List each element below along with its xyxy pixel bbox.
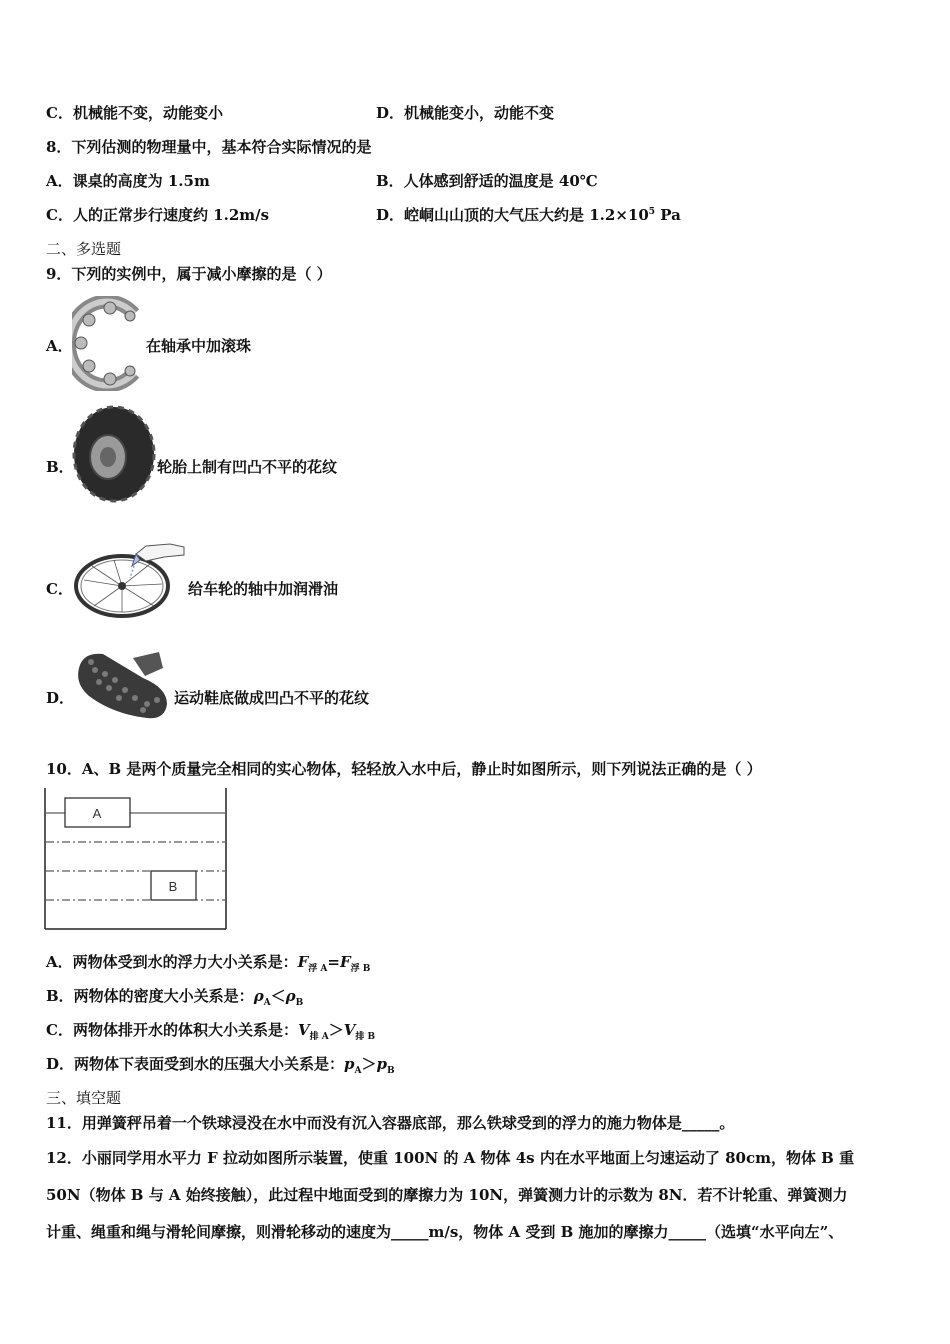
q8-option-d: D．崆峒山山顶的大气压大约是 $1.2\times 10^5$ Pa — [376, 206, 681, 224]
q9-option-c-text: 给车轮的轴中加润滑油 — [188, 580, 339, 598]
q7-option-d: D．机械能变小，动能不变 — [376, 104, 555, 122]
q8-option-b: B．人体感到舒适的温度是 40℃ — [376, 172, 598, 190]
q11-stem: 11．用弹簧秤吊着一个铁球浸没在水中而没有沉入容器底部，那么铁球受到的浮力的施力物体是_____。 — [46, 1114, 735, 1132]
q10-stem: 10．A、B 是两个质量完全相同的实心物体，轻轻放入水中后，静止时如图所示，则下列说法正确的是（ ） — [46, 760, 762, 778]
q9-option-c-letter: C． — [46, 580, 73, 598]
q8-stem: 8．下列估测的物理量中，基本符合实际情况的是 — [46, 138, 372, 156]
shoe-sole-icon — [73, 648, 173, 724]
q9-option-d-letter: D． — [46, 689, 75, 707]
q9-option-b-text: 轮胎上制有凹凸不平的花纹 — [157, 458, 338, 476]
q9-option-a-text: 在轴承中加滚珠 — [146, 337, 252, 355]
q10-option-a: A．两物体受到水的浮力大小关系是：$F_{浮 A}=F_{浮 B}$ — [46, 953, 371, 974]
section-title-fill-in: 三、填空题 — [46, 1089, 122, 1107]
q9-option-b-letter: B． — [46, 458, 74, 476]
q10-block-b-label: B — [168, 879, 178, 894]
q9-option-d-text: 运动鞋底做成凹凸不平的花纹 — [174, 689, 370, 707]
q12-line-1: 12．小丽同学用水平力 F 拉动如图所示装置，使重 100N 的 A 物体 4s 内在水平地面上匀速运动了 80cm，物体 B 重 — [46, 1149, 855, 1167]
q7-option-c: C．机械能不变，动能变小 — [46, 104, 223, 122]
q10-water-container-figure — [44, 788, 230, 932]
wheel-oiling-icon — [74, 540, 186, 620]
q12-line-2: 50N（物体 B 与 A 始终接触），此过程中地面受到的摩擦力为 10N，弹簧测力计的示数为 8N．若不计轮重、弹簧测力 — [46, 1186, 848, 1204]
q8-option-c: C．人的正常步行速度约 1.2m/s — [46, 206, 270, 224]
ball-bearing-icon — [72, 296, 147, 391]
q10-option-b: B．两物体的密度大小关系是：$\rho_A<\rho_B$ — [46, 987, 304, 1008]
q8-option-a: A．课桌的高度为 1.5m — [46, 172, 210, 190]
q9-option-a-letter: A． — [46, 337, 73, 355]
q10-option-d: D．两物体下表面受到水的压强大小关系是：$p_A>p_B$ — [46, 1055, 395, 1076]
q10-option-c: C．两物体排开水的体积大小关系是：$V_{排 A}>V_{排 B}$ — [46, 1021, 376, 1042]
tire-icon — [72, 405, 156, 503]
q10-block-a-label: A — [92, 806, 102, 821]
section-title-multiple-choice: 二、多选题 — [46, 240, 122, 258]
q12-line-3: 计重、绳重和绳与滑轮间摩擦，则滑轮移动的速度为_____m/s，物体 A 受到 B 施加的摩擦力_____（选填“水平向左”、 — [46, 1223, 844, 1241]
q9-stem: 9．下列的实例中，属于减小摩擦的是（ ） — [46, 265, 332, 283]
